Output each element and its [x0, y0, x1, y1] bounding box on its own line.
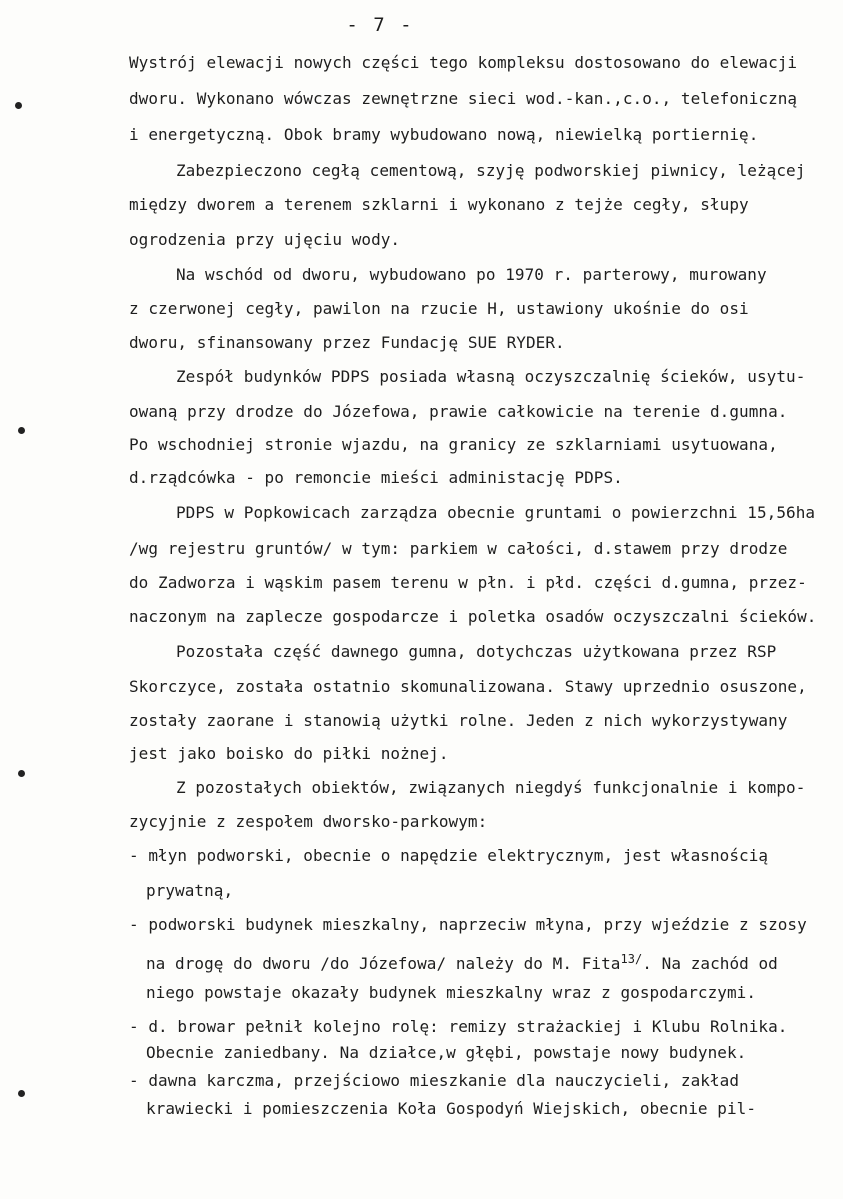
text-line: Zespół budynków PDPS posiada własną oczyszczalnię ścieków, usytu-: [176, 367, 806, 386]
list-item-line: Obecnie zaniedbany. Na działce,w głębi, powstaje nowy budynek.: [146, 1043, 747, 1062]
binding-hole-dot: [18, 770, 25, 777]
binding-hole-dot: [18, 427, 25, 434]
text-line: do Zadworza i wąskim pasem terenu w płn. i płd. części d.gumna, przez-: [129, 573, 807, 592]
text-line: Skorczyce, została ostatnio skomunalizowana. Stawy uprzednio osuszone,: [129, 677, 807, 696]
list-item-text: na drogę do dworu /do Józefowa/ należy do M. Fita: [146, 954, 621, 973]
text-line: Zabezpieczono cegłą cementową, szyję podworskiej piwnicy, leżącej: [176, 161, 806, 180]
footnote-reference: 13/: [620, 952, 643, 966]
text-line: Pozostała część dawnego gumna, dotychczas użytkowana przez RSP: [176, 642, 777, 661]
list-item-line: niego powstaje okazały budynek mieszkalny wraz z gospodarczymi.: [146, 983, 757, 1002]
binding-hole-dot: [15, 102, 22, 109]
text-line: dworu. Wykonano wówczas zewnętrzne sieci wod.-kan.,c.o., telefoniczną: [129, 89, 798, 108]
text-line: i energetyczną. Obok bramy wybudowano nową, niewielką portiernię.: [129, 125, 759, 144]
list-item-line: - d. browar pełnił kolejno rolę: remizy strażackiej i Klubu Rolnika.: [129, 1017, 788, 1036]
text-line: z czerwonej cegły, pawilon na rzucie H, ustawiony ukośnie do osi: [129, 299, 749, 318]
binding-hole-dot: [18, 1090, 25, 1097]
list-item-line: - dawna karczma, przejściowo mieszkanie dla nauczycieli, zakład: [129, 1071, 740, 1090]
list-item-line: - podworski budynek mieszkalny, naprzeciw młyna, przy wjeździe z szosy: [129, 915, 807, 934]
text-line: zostały zaorane i stanowią użytki rolne. Jeden z nich wykorzystywany: [129, 711, 788, 730]
text-line: Z pozostałych obiektów, związanych niegdyś funkcjonalnie i kompo-: [176, 778, 806, 797]
text-line: jest jako boisko do piłki nożnej.: [129, 744, 449, 763]
text-line: owaną przy drodze do Józefowa, prawie całkowicie na terenie d.gumna.: [129, 402, 788, 421]
text-line: zycyjnie z zespołem dworsko-parkowym:: [129, 812, 488, 831]
text-line: /wg rejestru gruntów/ w tym: parkiem w całości, d.stawem przy drodze: [129, 539, 788, 558]
list-item-line: - młyn podworski, obecnie o napędzie elektrycznym, jest własnością: [129, 846, 769, 865]
text-line: między dworem a terenem szklarni i wykonano z tejże cegły, słupy: [129, 195, 749, 214]
list-item-line: krawiecki i pomieszczenia Koła Gospodyń Wiejskich, obecnie pil-: [146, 1099, 757, 1118]
list-item-line: [146, 948, 778, 975]
page-number: - 7 -: [346, 14, 414, 36]
text-line: Po wschodniej stronie wjazdu, na granicy ze szklarniami usytuowana,: [129, 435, 778, 454]
text-line: dworu, sfinansowany przez Fundację SUE RYDER.: [129, 333, 565, 352]
list-item-text: . Na zachód od: [642, 954, 778, 973]
text-line: d.rządcówka - po remoncie mieści administację PDPS.: [129, 468, 623, 487]
text-line: ogrodzenia przy ujęciu wody.: [129, 230, 401, 249]
text-line: naczonym na zaplecze gospodarcze i poletka osadów oczyszczalni ścieków.: [129, 607, 817, 626]
list-item-line: prywatną,: [146, 881, 234, 900]
text-line: Wystrój elewacji nowych części tego kompleksu dostosowano do elewacji: [129, 53, 798, 72]
text-line: Na wschód od dworu, wybudowano po 1970 r. parterowy, murowany: [176, 265, 767, 284]
text-line: PDPS w Popkowicach zarządza obecnie gruntami o powierzchni 15,56ha: [176, 503, 816, 522]
